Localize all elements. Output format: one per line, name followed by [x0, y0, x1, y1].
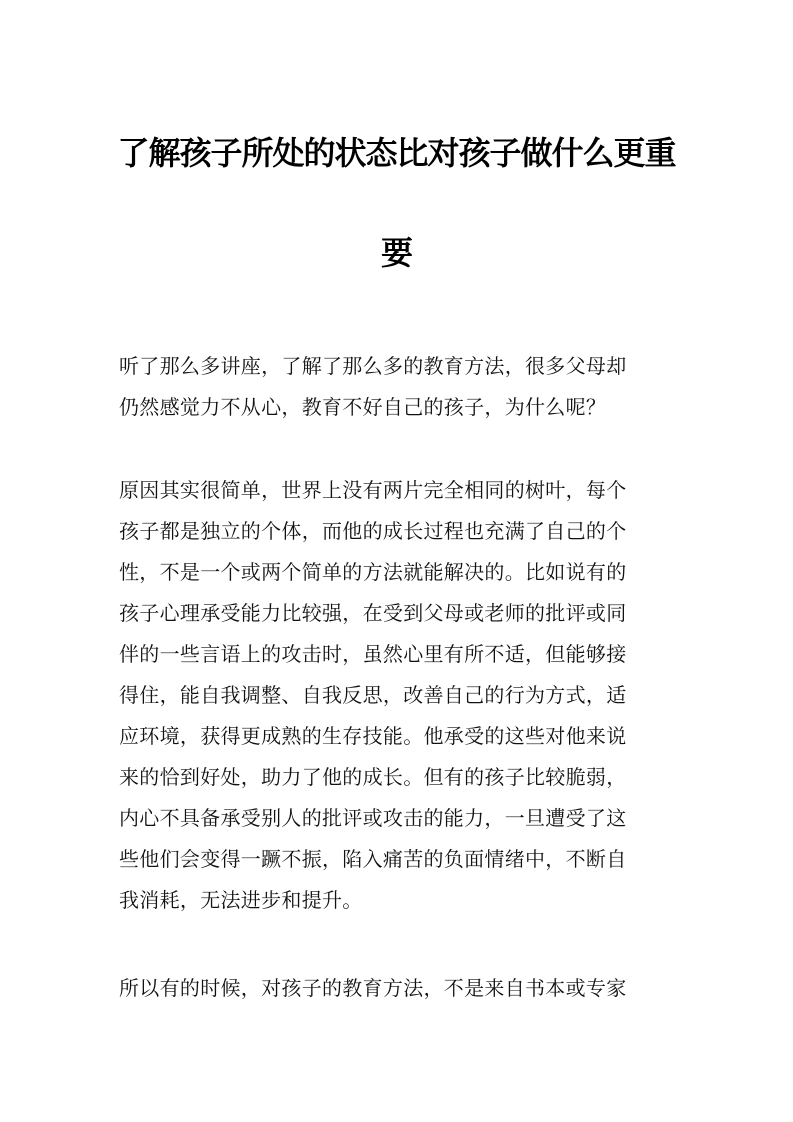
- paragraph-line: 原因其实很简单，世界上没有两片完全相同的树叶，每个: [119, 478, 627, 502]
- paragraph-1: [119, 346, 679, 428]
- document-title-line-2: 要: [380, 234, 412, 272]
- paragraph-line: 所以有的时候，对孩子的教育方法，不是来自书本或专家: [119, 976, 627, 1000]
- paragraph-3: [119, 968, 679, 1009]
- paragraph-line: 得住，能自我调整、自我反思，改善自己的行为方式，适: [119, 683, 627, 707]
- paragraph-line: 内心不具备承受别人的批评或攻击的能力，一旦遭受了这: [119, 806, 627, 830]
- paragraph-line: 伴的一些言语上的攻击时，虽然心里有所不适，但能够接: [119, 642, 627, 666]
- paragraph-line: 仍然感觉力不从心，教育不好自己的孩子，为什么呢？: [119, 395, 607, 419]
- paragraph-line: 来的恰到好处，助力了他的成长。但有的孩子比较脆弱，: [119, 765, 627, 789]
- paragraph-line: 我消耗，无法进步和提升。: [119, 888, 363, 912]
- paragraph-line: 孩子心理承受能力比较强，在受到父母或老师的批评或同: [119, 601, 627, 625]
- paragraph-line: 应环境，获得更成熟的生存技能。他承受的这些对他来说: [119, 724, 627, 748]
- paragraph-line: 听了那么多讲座，了解了那么多的教育方法，很多父母却: [119, 354, 627, 378]
- document-title-line-1: 了解孩子所处的状态比对孩子做什么更重: [117, 134, 676, 172]
- paragraph-2: [119, 470, 679, 921]
- paragraph-line: 些他们会变得一蹶不振，陷入痛苦的负面情绪中，不断自: [119, 847, 627, 871]
- paragraph-line: 孩子都是独立的个体，而他的成长过程也充满了自己的个: [119, 519, 627, 543]
- paragraph-line: 性，不是一个或两个简单的方法就能解决的。比如说有的: [119, 560, 627, 584]
